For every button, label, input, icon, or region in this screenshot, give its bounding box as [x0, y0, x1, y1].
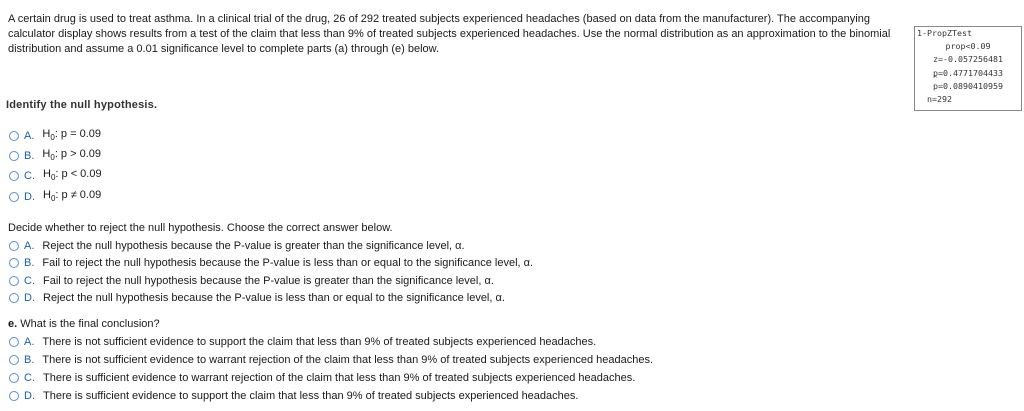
null-option-c[interactable] [9, 169, 102, 183]
null-option-b[interactable] [9, 149, 101, 163]
decision-question: Decide whether to reject the null hypothesis. Choose the correct answer below. [8, 222, 393, 234]
radio-button[interactable] [9, 258, 19, 268]
calc-z: z=-0.057256481 [933, 54, 1003, 65]
option-letter: C. [24, 170, 35, 182]
null-option-a[interactable] [9, 129, 101, 143]
option-letter: A. [24, 130, 35, 142]
null-option-d[interactable] [9, 190, 101, 204]
radio-button[interactable] [9, 373, 19, 383]
option-text: $H_0$: p = 0.09 [42, 128, 101, 142]
clipped-question: Identify the null hypothesis. [6, 99, 158, 111]
option-text: $H_0$: p ≠ 0.09 [43, 189, 102, 203]
calculator-display [914, 26, 1022, 111]
option-text: There is sufficient evidence to support the claim that less than 9% of treated subjects experienced headaches. [43, 390, 579, 402]
conclusion-option-c[interactable] [9, 371, 635, 385]
calc-phat [915, 80, 1021, 93]
option-text: $H_0$: p > 0.09 [42, 148, 101, 162]
part-label: e. [8, 318, 18, 330]
conclusion-option-d[interactable] [9, 389, 578, 403]
option-text: Reject the null hypothesis because the P-value is less than or equal to the significance level, α. [43, 292, 505, 304]
problem-statement: A certain drug is used to treat asthma. In a clinical trial of the drug, 26 of 292 treated subjects experienced headaches (based on data from the manufacturer). The accompanying calculator display shows results from a test of the claim that less than 9% of treated subjects experienced headaches. Use the normal distribution as an approximation to the binomial distribution and assume a 0.01 significance level to complete parts (a) through (e) below. [8, 13, 891, 55]
conclusion-question: e. What is the final conclusion? [8, 318, 160, 330]
conclusion-option-b[interactable] [9, 353, 653, 367]
radio-button[interactable] [9, 276, 19, 286]
phat-value: =0.0890410959 [938, 80, 1003, 91]
option-text: There is sufficient evidence to warrant rejection of the claim that less than 9% of treated subjects experienced headaches. [43, 372, 636, 384]
radio-button[interactable] [9, 391, 19, 401]
decision-option-d[interactable] [9, 291, 505, 305]
option-text: Reject the null hypothesis because the P-value is greater than the significance level, α. [42, 240, 465, 252]
option-letter: B. [24, 354, 35, 366]
decision-option-a[interactable] [9, 239, 465, 253]
radio-button[interactable] [9, 355, 19, 365]
phat-symbol: ^ p [933, 80, 938, 93]
option-letter: C. [24, 372, 35, 384]
radio-button[interactable] [9, 337, 19, 347]
option-text: Fail to reject the null hypothesis because the P-value is greater than the significance level, α. [43, 275, 494, 287]
decision-option-c[interactable] [9, 274, 494, 288]
calc-title: 1-PropZTest [917, 28, 972, 38]
option-letter: D. [24, 191, 35, 203]
option-letter: B. [24, 257, 35, 269]
option-letter: A. [24, 240, 35, 252]
option-letter: B. [24, 150, 35, 162]
decision-option-b[interactable] [9, 256, 533, 270]
option-text: There is not sufficient evidence to support the claim that less than 9% of treated subjects experienced headaches. [42, 336, 597, 348]
radio-button[interactable] [9, 192, 19, 202]
option-letter: C. [24, 275, 35, 287]
option-text: There is not sufficient evidence to warrant rejection of the claim that less than 9% of treated subjects experienced headaches. [42, 354, 654, 366]
radio-button[interactable] [9, 151, 19, 161]
radio-button[interactable] [9, 171, 19, 181]
calc-prop: prop<0.09 [945, 41, 991, 52]
option-text: $H_0$: p < 0.09 [43, 168, 102, 182]
radio-button[interactable] [9, 131, 19, 141]
conclusion-option-a[interactable] [9, 335, 596, 349]
option-letter: A. [24, 336, 35, 348]
option-letter: D. [24, 292, 35, 304]
radio-button[interactable] [9, 241, 19, 251]
option-text: Fail to reject the null hypothesis because the P-value is less than or equal to the significance level, α. [42, 257, 534, 269]
calc-p: p=0.4771704433 [933, 67, 1003, 78]
radio-button[interactable] [9, 293, 19, 303]
option-letter: D. [24, 390, 35, 402]
calc-n: n=292 [927, 94, 952, 105]
